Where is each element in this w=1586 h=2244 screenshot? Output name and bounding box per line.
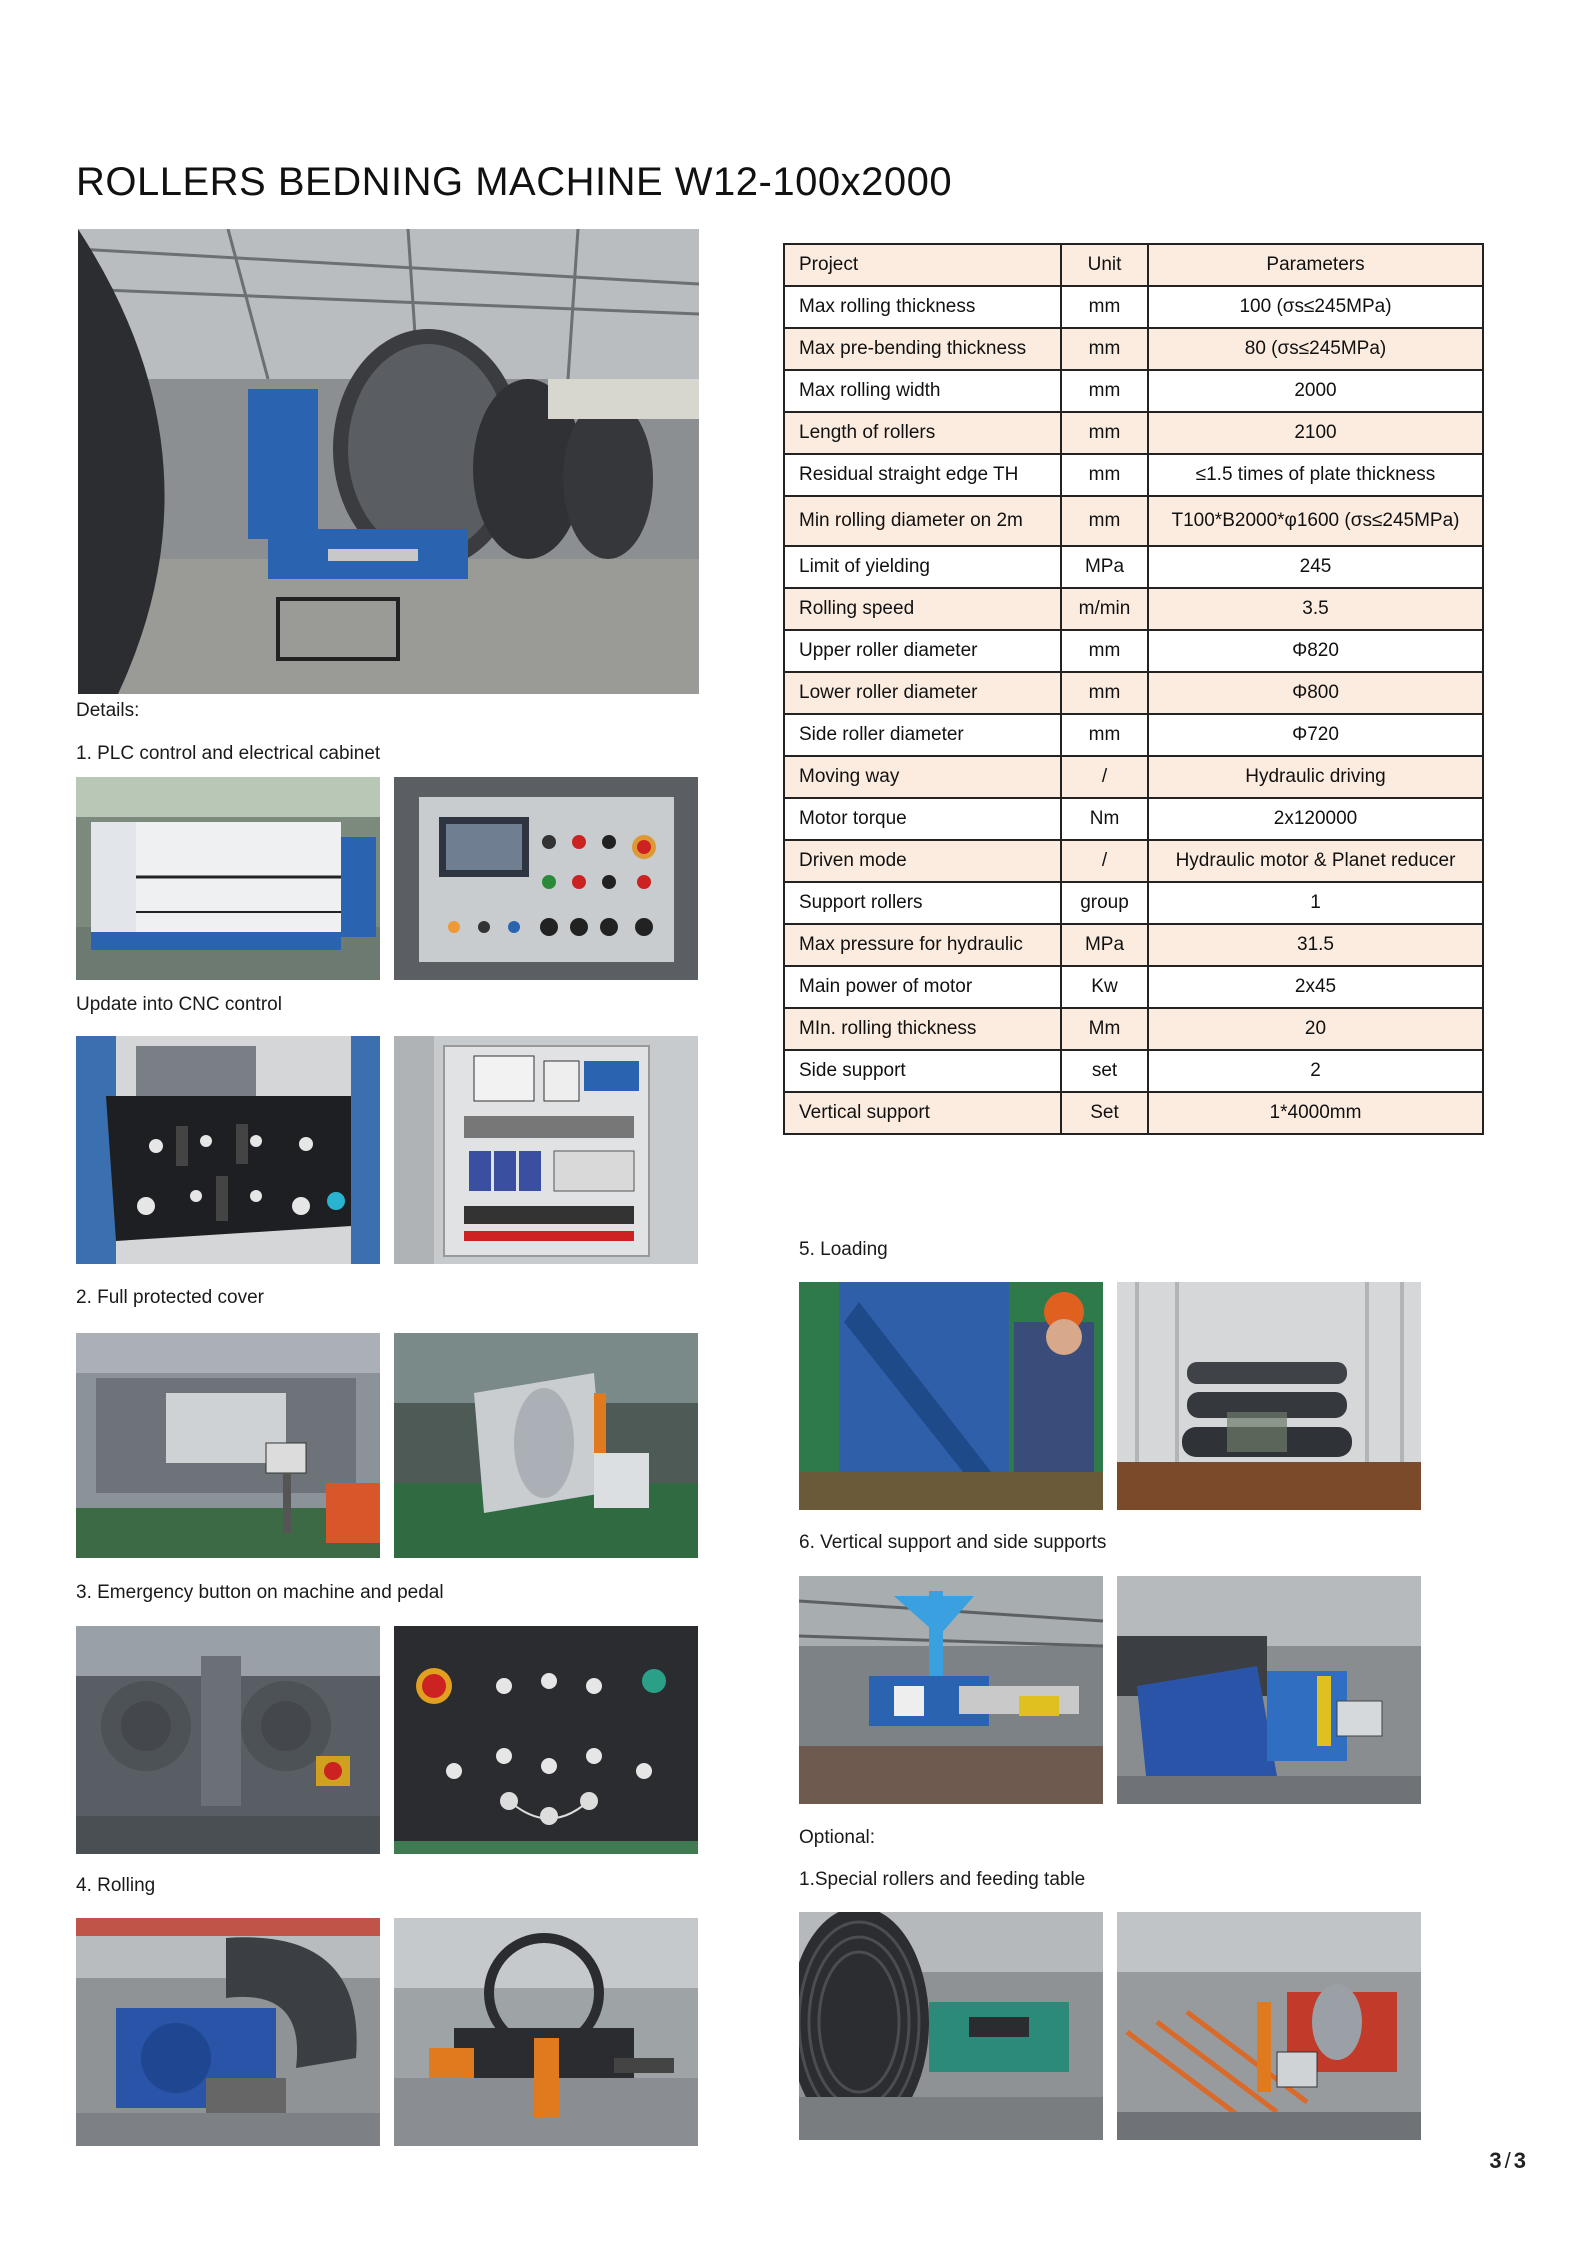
table-row (784, 714, 1483, 756)
cell-value: 2x120000 (1148, 798, 1483, 840)
cell-project: Residual straight edge TH (784, 454, 1061, 496)
cell-value: 80 (σs≤245MPa) (1148, 328, 1483, 370)
cell-project: Lower roller diameter (784, 672, 1061, 714)
cell-unit: mm (1061, 714, 1148, 756)
cell-unit: mm (1061, 672, 1148, 714)
cell-unit: mm (1061, 286, 1148, 328)
cell-unit: mm (1061, 454, 1148, 496)
photo-rolling-large (76, 1918, 380, 2146)
page-separator: / (1504, 2148, 1511, 2173)
cell-unit: mm (1061, 412, 1148, 454)
photo-electrical-cabinet (394, 1036, 698, 1264)
hero-photo-workshop (78, 229, 699, 694)
cell-project: Limit of yielding (784, 546, 1061, 588)
cell-unit: mm (1061, 496, 1148, 546)
cell-project: Upper roller diameter (784, 630, 1061, 672)
section-plc-caption: 1. PLC control and electrical cabinet (76, 743, 381, 764)
page-number (1489, 2148, 1526, 2174)
cell-project: Length of rollers (784, 412, 1061, 454)
table-row (784, 328, 1483, 370)
photo-special-rollers (799, 1912, 1103, 2140)
cell-project: Support rollers (784, 882, 1061, 924)
photo-loading-container (799, 1282, 1103, 1510)
cell-unit: MPa (1061, 924, 1148, 966)
table-row (784, 546, 1483, 588)
table-header-row (784, 244, 1483, 286)
section-special-caption: 1.Special rollers and feeding table (799, 1869, 1086, 1890)
page-title: ROLLERS BEDNING MACHINE W12-100x2000 (76, 160, 953, 204)
cell-value: 2 (1148, 1050, 1483, 1092)
cell-value: 100 (σs≤245MPa) (1148, 286, 1483, 328)
cell-project: Moving way (784, 756, 1061, 798)
cell-value: Hydraulic driving (1148, 756, 1483, 798)
section-cnc-caption: Update into CNC control (76, 994, 282, 1015)
cell-project: MIn. rolling thickness (784, 1008, 1061, 1050)
section-cover-caption: 2. Full protected cover (76, 1287, 264, 1308)
cell-value: Φ720 (1148, 714, 1483, 756)
page-current: 3 (1489, 2148, 1502, 2173)
section-emergency-caption: 3. Emergency button on machine and pedal (76, 1582, 444, 1603)
cell-unit: mm (1061, 328, 1148, 370)
cell-value: Φ820 (1148, 630, 1483, 672)
cell-project: Max rolling thickness (784, 286, 1061, 328)
cell-unit: Mm (1061, 1008, 1148, 1050)
table-row (784, 1092, 1483, 1134)
table-row (784, 630, 1483, 672)
table-row (784, 412, 1483, 454)
table-row (784, 966, 1483, 1008)
cell-unit: set (1061, 1050, 1148, 1092)
cell-project: Main power of motor (784, 966, 1061, 1008)
cell-value: T100*B2000*φ1600 (σs≤245MPa) (1148, 496, 1483, 546)
details-label: Details: (76, 700, 140, 721)
cell-value: 3.5 (1148, 588, 1483, 630)
cell-unit: mm (1061, 370, 1148, 412)
cell-project: Min rolling diameter on 2m (784, 496, 1061, 546)
cell-value: 2000 (1148, 370, 1483, 412)
cell-unit: / (1061, 840, 1148, 882)
cell-value: 245 (1148, 546, 1483, 588)
table-row (784, 588, 1483, 630)
cell-project: Rolling speed (784, 588, 1061, 630)
cell-project: Side support (784, 1050, 1061, 1092)
cell-value: 2100 (1148, 412, 1483, 454)
header-unit: Unit (1061, 244, 1148, 286)
cell-project: Max pressure for hydraulic (784, 924, 1061, 966)
table-row (784, 756, 1483, 798)
photo-protected-cover (76, 1333, 380, 1558)
cell-value: 1 (1148, 882, 1483, 924)
cell-unit: Kw (1061, 966, 1148, 1008)
cell-unit: / (1061, 756, 1148, 798)
header-project: Project (784, 244, 1061, 286)
table-row (784, 672, 1483, 714)
table-row (784, 496, 1483, 546)
cell-unit: MPa (1061, 546, 1148, 588)
cell-value: 2x45 (1148, 966, 1483, 1008)
table-row (784, 882, 1483, 924)
section-vertical-caption: 6. Vertical support and side supports (799, 1532, 1107, 1553)
table-row (784, 370, 1483, 412)
table-row (784, 1008, 1483, 1050)
header-parameters: Parameters (1148, 244, 1483, 286)
photo-rolling-machine-cover (394, 1333, 698, 1558)
optional-label: Optional: (799, 1827, 876, 1848)
table-row (784, 286, 1483, 328)
photo-emergency-pedal (394, 1626, 698, 1854)
cell-project: Vertical support (784, 1092, 1061, 1134)
cell-value: Φ800 (1148, 672, 1483, 714)
photo-rolling-ring (394, 1918, 698, 2146)
photo-vertical-support (799, 1576, 1103, 1804)
table-row (784, 798, 1483, 840)
cell-value: ≤1.5 times of plate thickness (1148, 454, 1483, 496)
cell-project: Side roller diameter (784, 714, 1061, 756)
table-row (784, 840, 1483, 882)
cell-unit: mm (1061, 630, 1148, 672)
cell-value: Hydraulic motor & Planet reducer (1148, 840, 1483, 882)
photo-plc-machine (76, 777, 380, 980)
cell-unit: Set (1061, 1092, 1148, 1134)
section-loading-caption: 5. Loading (799, 1239, 888, 1260)
cell-unit: m/min (1061, 588, 1148, 630)
cell-unit: Nm (1061, 798, 1148, 840)
photo-side-supports (1117, 1576, 1421, 1804)
cell-project: Max rolling width (784, 370, 1061, 412)
cell-project: Max pre-bending thickness (784, 328, 1061, 370)
photo-feeding-table (1117, 1912, 1421, 2140)
photo-cnc-console (76, 1036, 380, 1264)
page-total: 3 (1513, 2148, 1526, 2173)
cell-unit: group (1061, 882, 1148, 924)
cell-project: Driven mode (784, 840, 1061, 882)
table-row (784, 1050, 1483, 1092)
cell-value: 1*4000mm (1148, 1092, 1483, 1134)
specification-table (783, 243, 1484, 1135)
cell-project: Motor torque (784, 798, 1061, 840)
cell-value: 20 (1148, 1008, 1483, 1050)
photo-emergency-machine (76, 1626, 380, 1854)
section-rolling-caption: 4. Rolling (76, 1875, 156, 1896)
photo-loading-rollers (1117, 1282, 1421, 1510)
table-row (784, 924, 1483, 966)
table-row (784, 454, 1483, 496)
photo-plc-panel (394, 777, 698, 980)
cell-value: 31.5 (1148, 924, 1483, 966)
